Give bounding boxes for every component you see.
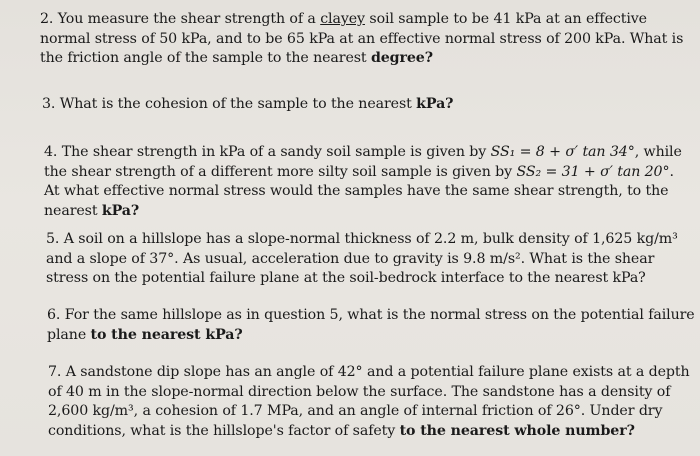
question-6-line-2	[47, 326, 697, 346]
bold-text: kPa?	[101, 202, 140, 219]
question-4	[44, 143, 694, 221]
question-2-line-3	[40, 49, 690, 69]
question-7	[48, 363, 698, 441]
question-3	[42, 95, 692, 115]
question-7-line-3: 2,600 kg/m³, a cohesion of 1.7 MPa, and an angle of internal friction of 26°. Under dry	[48, 403, 663, 419]
text: 3. What is the cohesion of the sample to the nearest	[42, 96, 417, 112]
question-5-line-3: stress on the potential failure plane at the soil-bedrock interface to the nearest kPa?	[46, 270, 646, 286]
underlined-word: clayey	[320, 11, 365, 27]
question-2-line-2: normal stress of 50 kPa, and to be 65 kPa at an effective normal stress of 200 kPa. What is	[40, 30, 684, 47]
question-4-line-1	[44, 143, 694, 163]
bold-text: kPa?	[416, 96, 454, 112]
question-7-line-4	[48, 422, 698, 442]
question-6-line-1: 6. For the same hillslope as in question 5, what is the normal stress on the potential failure	[47, 307, 695, 323]
question-5-line-1: 5. A soil on a hillslope has a slope-normal thickness of 2.2 m, bulk density of 1,625 kg/m³	[46, 231, 678, 247]
text: 2. You measure the shear strength of a	[40, 11, 321, 27]
question-5	[46, 230, 696, 289]
text: 4. The shear strength in kPa of a sandy soil sample is given by	[44, 144, 491, 160]
text: nearest	[44, 202, 102, 219]
bold-text: to the nearest whole number?	[399, 422, 635, 439]
equation-2: SS₂ = 31 + σ′ tan 20°	[516, 163, 670, 180]
question-6	[47, 306, 697, 345]
question-2-line-1	[40, 10, 690, 30]
text: the friction angle of the sample to the nearest	[40, 50, 371, 66]
question-7-line-1: 7. A sandstone dip slope has an angle of 42° and a potential failure plane exists at a depth	[48, 364, 690, 380]
bold-text: degree?	[370, 50, 433, 66]
question-2	[40, 10, 690, 69]
text: , while	[634, 144, 682, 160]
text: conditions, what is the hillslope's factor of safety	[48, 422, 400, 439]
question-7-line-2: of 40 m in the slope-normal direction below the surface. The sandstone has a density of	[48, 383, 671, 400]
text: the shear strength of a different more silty soil sample is given by	[44, 163, 517, 180]
text: soil sample to be 41 kPa at an effective	[364, 11, 647, 27]
bold-text: to the nearest kPa?	[90, 326, 243, 343]
question-5-line-2: and a slope of 37°. As usual, acceleration due to gravity is 9.8 m/s². What is the shear	[46, 250, 655, 267]
question-4-line-3: At what effective normal stress would the samples have the same shear strength, to the	[44, 183, 669, 199]
text: plane	[47, 326, 91, 343]
question-4-line-4	[44, 202, 694, 222]
question-3-line-1	[42, 95, 692, 115]
equation-1: SS₁ = 8 + σ′ tan 34°	[490, 144, 635, 160]
question-4-line-2	[44, 163, 694, 183]
text: .	[669, 163, 674, 180]
